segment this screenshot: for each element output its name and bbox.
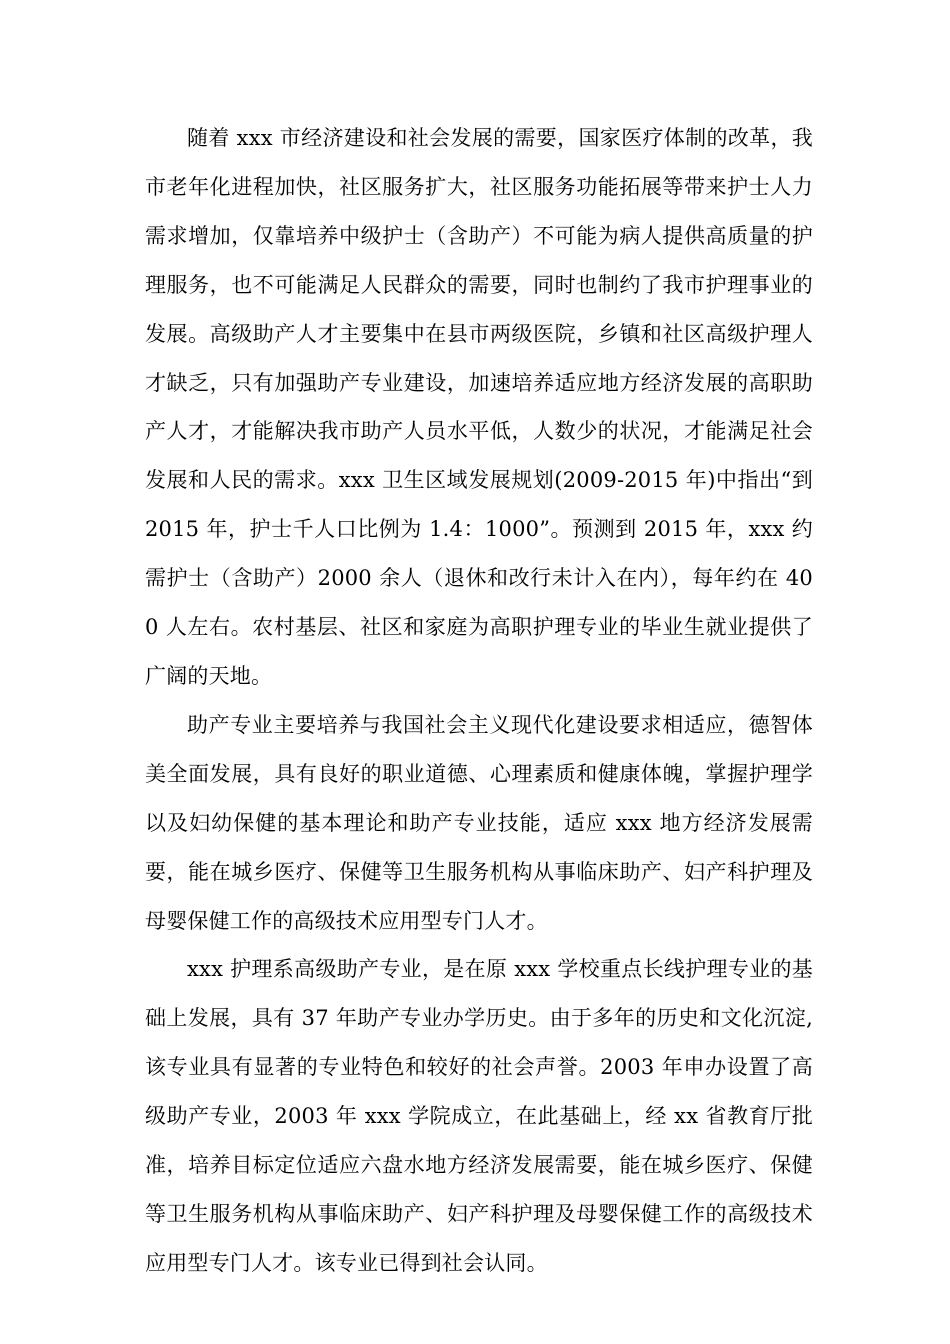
paragraph-2: 助产专业主要培养与我国社会主义现代化建设要求相适应，德智体美全面发展，具有良好的职业道德、心理素质和健康体魄，掌握护理学以及妇幼保健的基本理论和助产专业技能，适应 xxx 地方经济发展需要，能在城乡医疗、保健等卫生服务机构从事临床助产、妇产科护理及母婴保健工作的高级技术应用型专门人才。 (145, 712, 813, 933)
paragraph-1: 随着 xxx 市经济建设和社会发展的需要，国家医疗体制的改革，我市老年化进程加快，社区服务扩大，社区服务功能拓展等带来护士人力需求增加，仅靠培养中级护士（含助产）不可能为病人提供高质量的护理服务，也不可能满足人民群众的需要，同时也制约了我市护理事业的发展。高级助产人才主要集中在县市两级医院，乡镇和社区高级护理人才缺乏，只有加强助产专业建设，加速培养适应地方经济发展的高职助产人才，才能解决我市助产人员水平低，人数少的状况，才能满足社会发展和人民的需求。xxx 卫生区域发展规划(2009-2015 年)中指出“到 2015 年，护士千人口比例为 1.4：1000”。预测到 2015 年，xxx 约需护士（含助产）2000 余人（退休和改行未计入在内），每年约在 400 人左右。农村基层、社区和家庭为高职护理专业的毕业生就业提供了广阔的天地。 (145, 126, 813, 688)
document-page (145, 114, 813, 1288)
paragraph-3: xxx 护理系高级助产专业，是在原 xxx 学校重点长线护理专业的基础上发展，具有 37 年助产专业办学历史。由于多年的历史和文化沉淀,该专业具有显著的专业特色和较好的社会声誉。2003 年申办设置了高级助产专业，2003 年 xxx 学院成立，在此基础上，经 xx 省教育厅批准，培养目标定位适应六盘水地方经济发展需要，能在城乡医疗、保健等卫生服务机构从事临床助产、妇产科护理及母婴保健工作的高级技术应用型专门人才。该专业已得到社会认同。 (145, 957, 813, 1275)
